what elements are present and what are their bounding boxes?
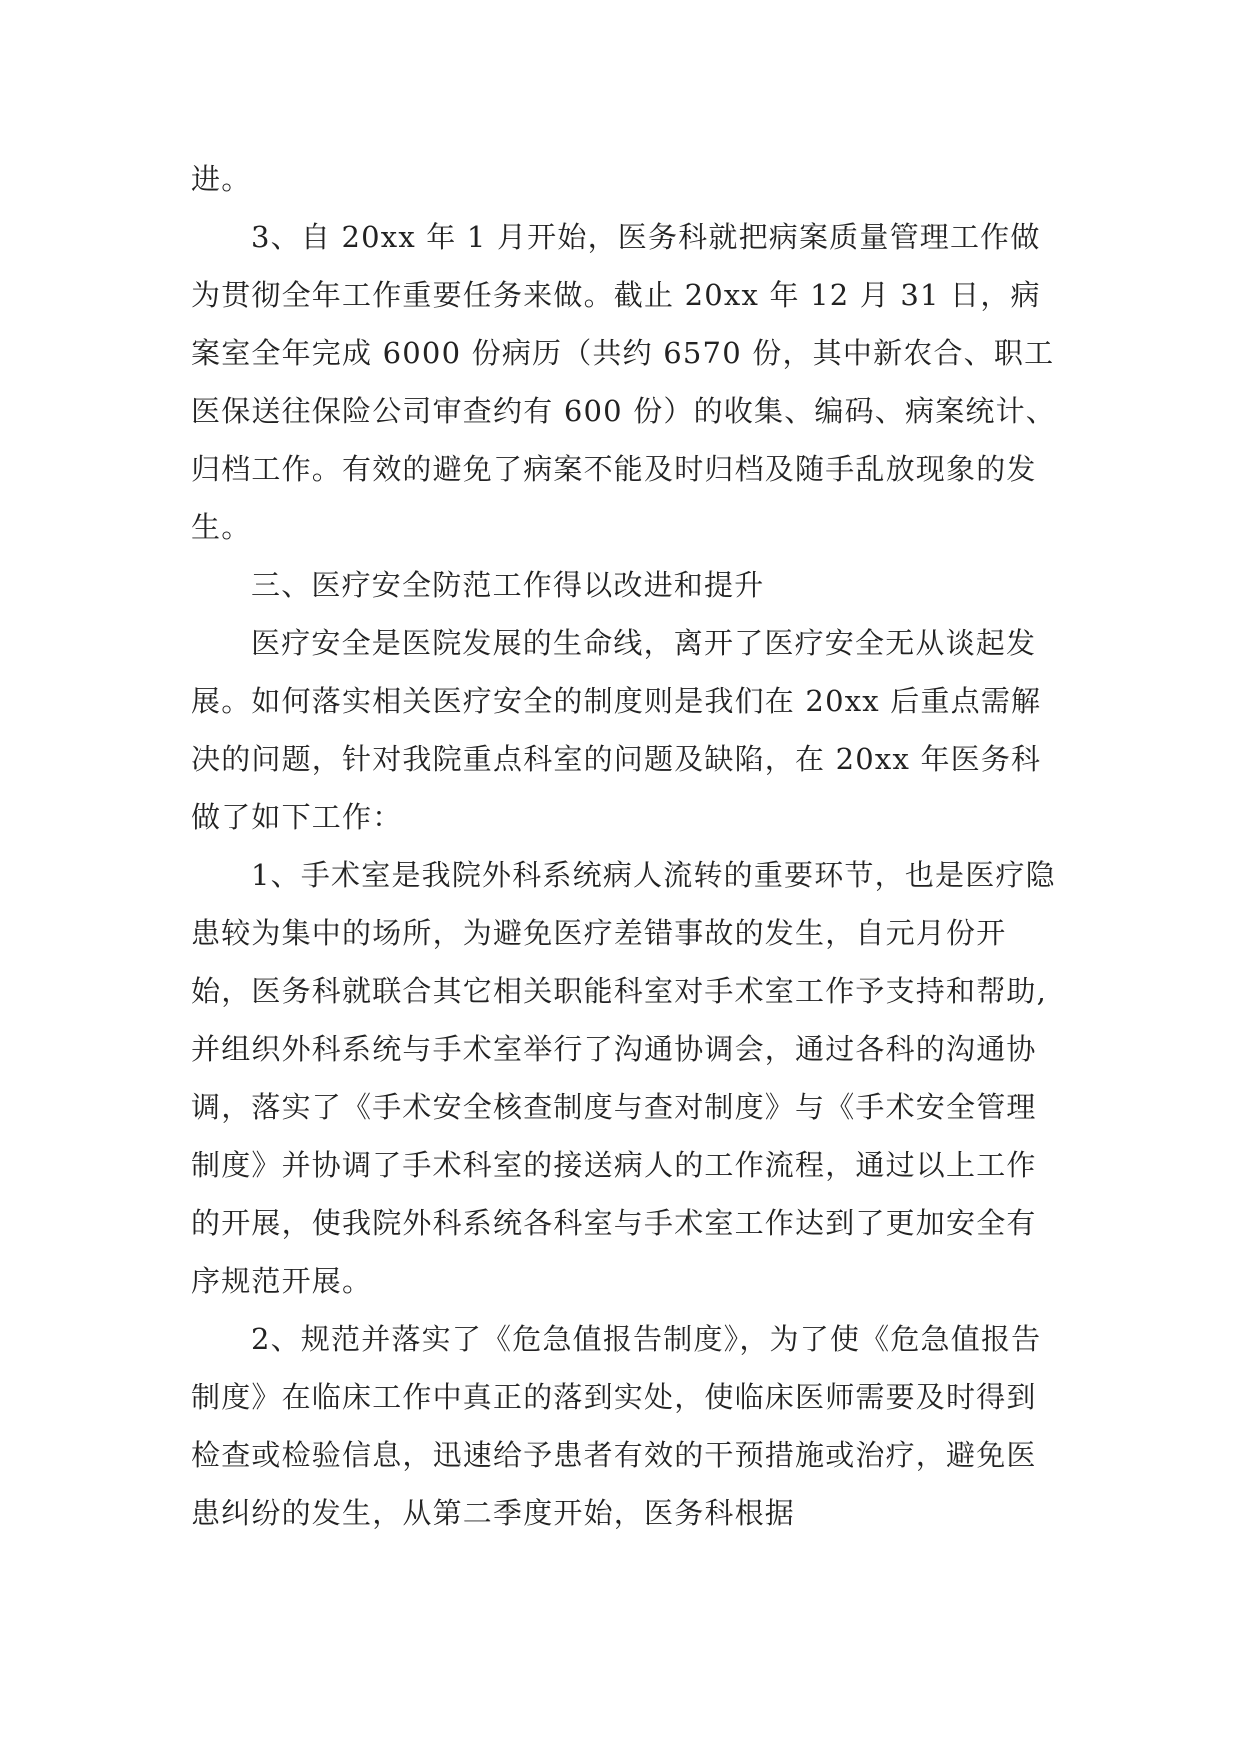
paragraph-safety-intro: 医疗安全是医院发展的生命线，离开了医疗安全无从谈起发展。如何落实相关医疗安全的制度则是我们在 20xx 后重点需解决的问题，针对我院重点科室的问题及缺陷，在 20xx 年医务科做了如下工作： — [191, 626, 1042, 834]
paragraph-continuation: 进。 — [191, 162, 252, 196]
paragraph-critical-value: 2、规范并落实了《危急值报告制度》，为了使《危急值报告制度》在临床工作中真正的落到实处，使临床医师需要及时得到检查或检验信息，迅速给予患者有效的干预措施或治疗，避免医患纠纷的发生，从第二季度开始，医务科根据 — [191, 1322, 1042, 1530]
paragraph-operating-room: 1、手术室是我院外科系统病人流转的重要环节，也是医疗隐患较为集中的场所，为避免医疗差错事故的发生，自元月份开始，医务科就联合其它相关职能科室对手术室工作予支持和帮助,并组织外科系统与手术室举行了沟通协调会，通过各科的沟通协调，落实了《手术安全核查制度与查对制度》与《手术安全管理制度》并协调了手术科室的接送病人的工作流程，通过以上工作的开展，使我院外科系统各科室与手术室工作达到了更加安全有序规范开展。 — [191, 858, 1056, 1298]
section-heading-safety: 三、医疗安全防范工作得以改进和提升 — [251, 568, 765, 602]
document-body — [191, 150, 1057, 1542]
paragraph-medical-records: 3、自 20xx 年 1 月开始，医务科就把病案质量管理工作做为贯彻全年工作重要任务来做。截止 20xx 年 12 月 31 日，病案室全年完成 6000 份病历（共约 6570 份，其中新农合、职工医保送往保险公司审查约有 600 份）的收集、编码、病案统计、归档工作。有效的避免了病案不能及时归档及随手乱放现象的发生。 — [191, 220, 1056, 544]
